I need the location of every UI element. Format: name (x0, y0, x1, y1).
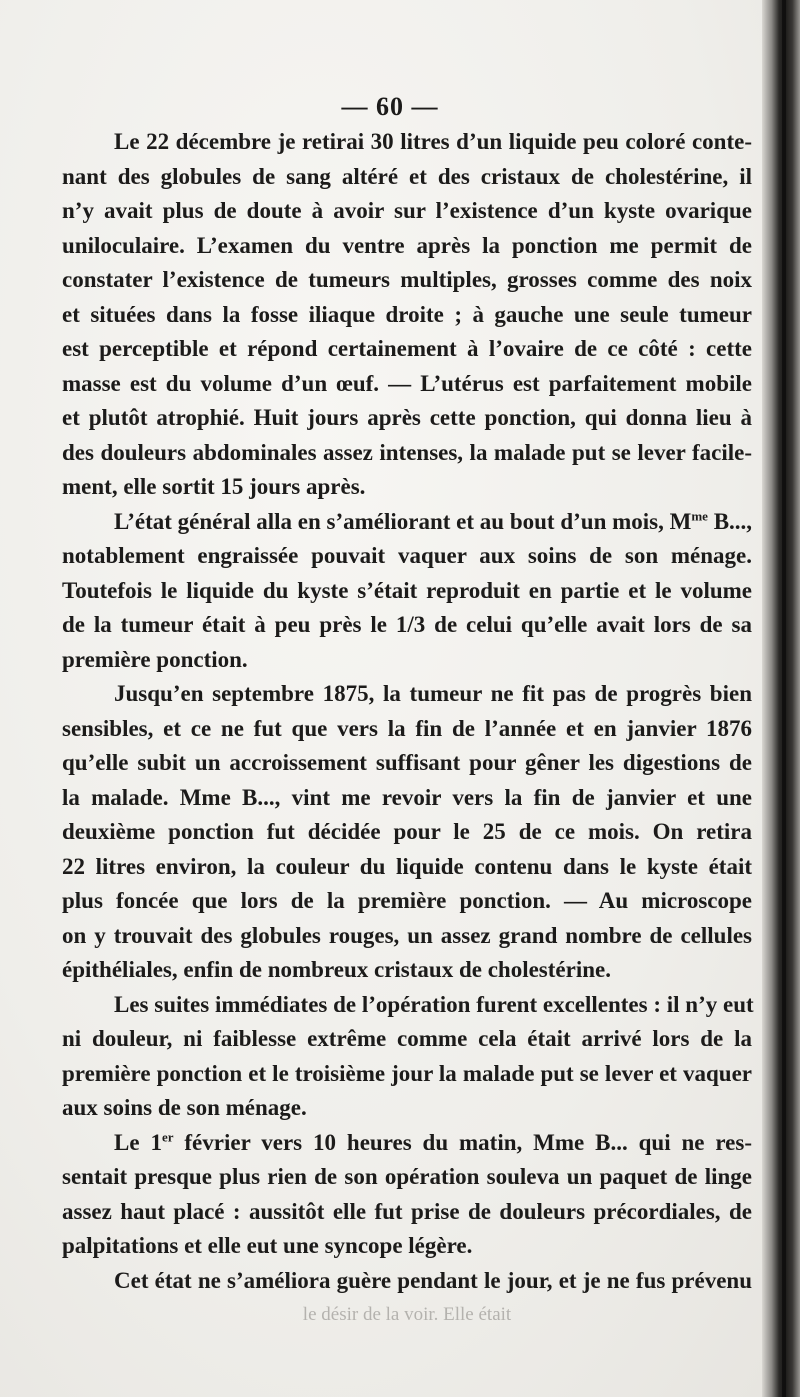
text-line: Le 22 décembre je retirai 30 litres d’un liquide peu coloré conte- (114, 129, 752, 154)
text-line: aux soins de son ménage. (62, 1095, 307, 1120)
text-line: Cet état ne s’améliora guère pendant le jour, et je ne fus prévenu (114, 1267, 752, 1293)
text-line: Les suites immédiates de l’opération furent excellentes : il n’y eut (114, 991, 754, 1017)
text-line: masse est du volume d’un œuf. — L’utérus est parfaitement mobile (62, 370, 752, 396)
text-line (62, 505, 752, 540)
text-line: sensibles, et ce ne fut que vers la fin de l’année et en janvier 1876 (62, 715, 752, 741)
text-line: et plutôt atrophié. Huit jours après cette ponction, qui donna lieu à (62, 405, 752, 430)
text-line: 22 litres environ, la couleur du liquide contenu dans le kyste était (62, 853, 752, 879)
text-line: Jusqu’en septembre 1875, la tumeur ne fit pas de progrès bien (114, 681, 752, 706)
text-line: sentait presque plus rien de son opération souleva un paquet de linge (62, 1164, 752, 1189)
binding-edge (762, 0, 800, 1397)
superscript: me (691, 507, 708, 523)
text-line: épithéliales, enfin de nombreux cristaux de cholestérine. (62, 957, 611, 982)
text-line: on y trouvait des globules rouges, un assez grand nombre de cellules (62, 922, 752, 948)
text-line: de la tumeur était à peu près le 1/3 de celui qu’elle avait lors de sa (62, 612, 752, 637)
text-line: constater l’existence de tumeurs multiples, grosses comme des noix (62, 267, 752, 292)
text-line (62, 1126, 752, 1161)
text-span: L’état général alla en s’améliorant et au bout d’un mois, M (114, 508, 692, 534)
text-line: première ponction. (62, 646, 248, 672)
text-line: la malade. Mme B..., vint me revoir vers la fin de janvier et une (62, 784, 752, 810)
text-line: qu’elle subit un accroissement suffisant pour gêner les digestions de (62, 750, 752, 775)
text-line: première ponction et le troisième jour la malade put se lever et vaquer (62, 1060, 752, 1086)
superscript: er (161, 1128, 174, 1144)
page-number: — 60 — (341, 92, 439, 121)
text-line: Toutefois le liquide du kyste s’était reproduit en partie et le volume (62, 577, 752, 603)
show-through-text: le désir de la voir. Elle était (302, 1304, 512, 1325)
text-line: deuxième ponction fut décidée pour le 25 de ce mois. On retira (62, 819, 752, 844)
text-line: et situées dans la fosse iliaque droite ; à gauche une seule tumeur (62, 301, 752, 327)
text-span: Le 1 (114, 1129, 162, 1155)
text-line: assez haut placé : aussitôt elle fut prise de douleurs précordiales, de (62, 1198, 752, 1224)
text-line: ni douleur, ni faiblesse extrême comme cela était arrivé lors de la (62, 1026, 752, 1051)
text-line: ment, elle sortit 15 jours après. (62, 474, 366, 499)
text-span: B..., (707, 508, 753, 534)
text-line: est perceptible et répond certainement à l’ovaire de ce côté : cette (62, 336, 752, 361)
text-line: palpitations et elle eut une syncope légère. (62, 1233, 473, 1258)
text-line: notablement engraissée pouvait vaquer aux soins de son ménage. (62, 543, 752, 568)
body-text (62, 125, 752, 1333)
binding-shadow (782, 0, 786, 1397)
text-span: février vers 10 heures du matin, Mme B... qui ne res- (173, 1129, 752, 1155)
text-line: plus foncée que lors de la première ponction. — Au microscope (62, 888, 752, 913)
text-line: des douleurs abdominales assez intenses, la malade put se lever facile- (62, 439, 752, 465)
text-line: uniloculaire. L’examen du ventre après la ponction me permit de (62, 232, 752, 258)
text-line: nant des globules de sang altéré et des cristaux de cholestérine, il (62, 163, 752, 189)
text-line: n’y avait plus de doute à avoir sur l’existence d’un kyste ovarique (62, 198, 752, 223)
